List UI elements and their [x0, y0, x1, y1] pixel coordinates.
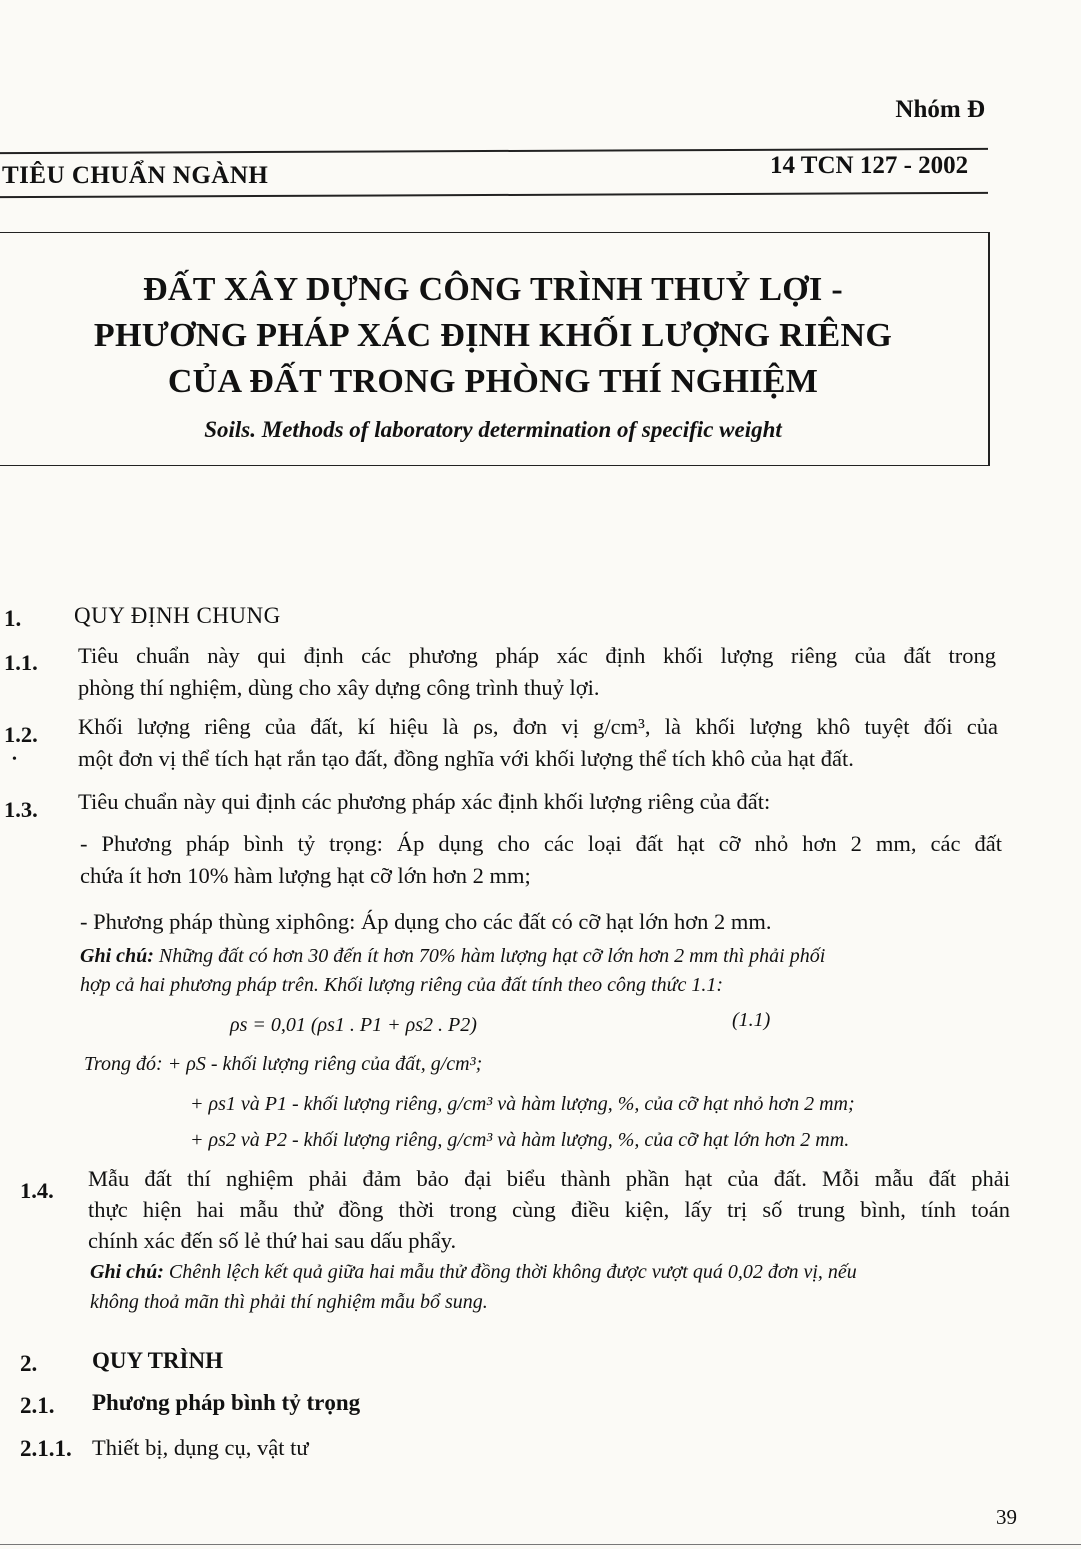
clause-1-3-line-1: Tiêu chuẩn này qui định các phương pháp xác định khối lượng riêng của đất: — [78, 789, 771, 814]
section-2-number: 2. — [20, 1351, 38, 1376]
clause-1-4-line-1: Mẫu đất thí nghiệm phải đảm bảo đại biểu thành phần hạt của đất. Mỗi mẫu đất phải — [88, 1166, 1010, 1191]
note-1-line-2: hợp cả hai phương pháp trên. Khối lượng riêng của đất tính theo công thức 1.1: — [80, 974, 724, 996]
where-line-1: Trong đó: + ρS - khối lượng riêng của đất, g/cm³; — [84, 1053, 483, 1075]
title-line-2: PHƯƠNG PHÁP XÁC ĐỊNH KHỐI LƯỢNG RIÊNG — [93, 317, 893, 354]
note-2-line-1 — [90, 1258, 1015, 1287]
note-2-text: Chênh lệch kết quả giữa hai mẫu thử đồng thời không được vượt quá 0,02 đơn vị, nếu — [163, 1261, 857, 1283]
title-line-3: CỦA ĐẤT TRONG PHÒNG THÍ NGHIỆM — [167, 363, 819, 400]
clause-2-1-1-number: 2.1.1. — [20, 1436, 72, 1461]
header-rule-bottom — [0, 192, 988, 198]
group-label: Nhóm Đ — [895, 96, 985, 123]
clause-1-2-number: 1.2. — [4, 722, 38, 747]
standard-type: TIÊU CHUẨN NGÀNH — [2, 162, 269, 189]
method-2-line: - Phương pháp thùng xiphông: Áp dụng cho các đất có cỡ hạt lớn hơn 2 mm. — [80, 909, 772, 934]
section-2-heading: QUY TRÌNH — [92, 1348, 223, 1373]
page-number: 39 — [996, 1505, 1017, 1529]
note-2-line-2: không thoả mãn thì phải thí nghiệm mẫu bổ sung. — [90, 1291, 488, 1313]
footer-rule — [0, 1544, 1081, 1545]
clause-1-2-line-2: một đơn vị thể tích hạt rắn tạo đất, đồng nghĩa với khối lượng thể tích khô của hạt đất. — [78, 746, 854, 771]
formula-1-1: ρs = 0,01 (ρs1 . P1 + ρs2 . P2) — [230, 1014, 477, 1036]
note-2-label: Ghi chú: — [90, 1261, 164, 1283]
clause-1-4-number: 1.4. — [20, 1178, 54, 1203]
section-1-heading: QUY ĐỊNH CHUNG — [74, 603, 281, 628]
title-box — [0, 232, 990, 466]
clause-2-1-heading: Phương pháp bình tỷ trọng — [92, 1390, 361, 1415]
where-line-3: + ρs2 và P2 - khối lượng riêng, g/cm³ và hàm lượng, %, của cỡ hạt lớn hơn 2 mm. — [190, 1129, 850, 1151]
document-title — [0, 267, 988, 405]
clause-1-4-line-2: thực hiện hai mẫu thử đồng thời trong cùng điều kiện, lấy trị số trung bình, tính toán — [88, 1197, 1010, 1222]
clause-1-1-line-1: Tiêu chuẩn này qui định các phương pháp xác định khối lượng riêng của đất trong — [78, 643, 996, 668]
clause-1-2-line-1: Khối lượng riêng của đất, kí hiệu là ρs, đơn vị g/cm³, là khối lượng khô tuyệt đối của — [78, 714, 998, 739]
clause-1-3-number: 1.3. — [4, 797, 38, 822]
note-1-label: Ghi chú: — [80, 945, 154, 967]
clause-1-2-bullet: • — [12, 752, 17, 767]
clause-1-1-number: 1.1. — [4, 650, 38, 675]
clause-2-1-number: 2.1. — [20, 1393, 55, 1418]
method-1-line-1: - Phương pháp bình tỷ trọng: Áp dụng cho các loại đất hạt cỡ nhỏ hơn 2 mm, các đất — [80, 831, 1002, 856]
where-line-2: + ρs1 và P1 - khối lượng riêng, g/cm³ và hàm lượng, %, của cỡ hạt nhỏ hơn 2 mm; — [190, 1093, 855, 1115]
note-1-text: Những đất có hơn 30 đến ít hơn 70% hàm lượng hạt cỡ lớn hơn 2 mm thì phải phối — [153, 945, 826, 967]
formula-1-1-number: (1.1) — [732, 1009, 771, 1031]
clause-2-1-1-text: Thiết bị, dụng cụ, vật tư — [92, 1435, 309, 1460]
clause-1-4-line-3: chính xác đến số lẻ thứ hai sau dấu phẩy. — [88, 1228, 457, 1253]
standard-code: 14 TCN 127 - 2002 — [770, 152, 969, 179]
clause-1-1-line-2: phòng thí nghiệm, dùng cho xây dựng công trình thuỷ lợi. — [78, 675, 600, 700]
note-1-line-1 — [80, 942, 1005, 971]
title-line-1: ĐẤT XÂY DỰNG CÔNG TRÌNH THUỶ LỢI - — [142, 271, 844, 308]
english-subtitle: Soils. Methods of laboratory determination of specific weight — [204, 417, 782, 442]
method-1-line-2: chứa ít hơn 10% hàm lượng hạt cỡ lớn hơn 2 mm; — [80, 863, 531, 888]
section-1-number: 1. — [4, 606, 22, 631]
